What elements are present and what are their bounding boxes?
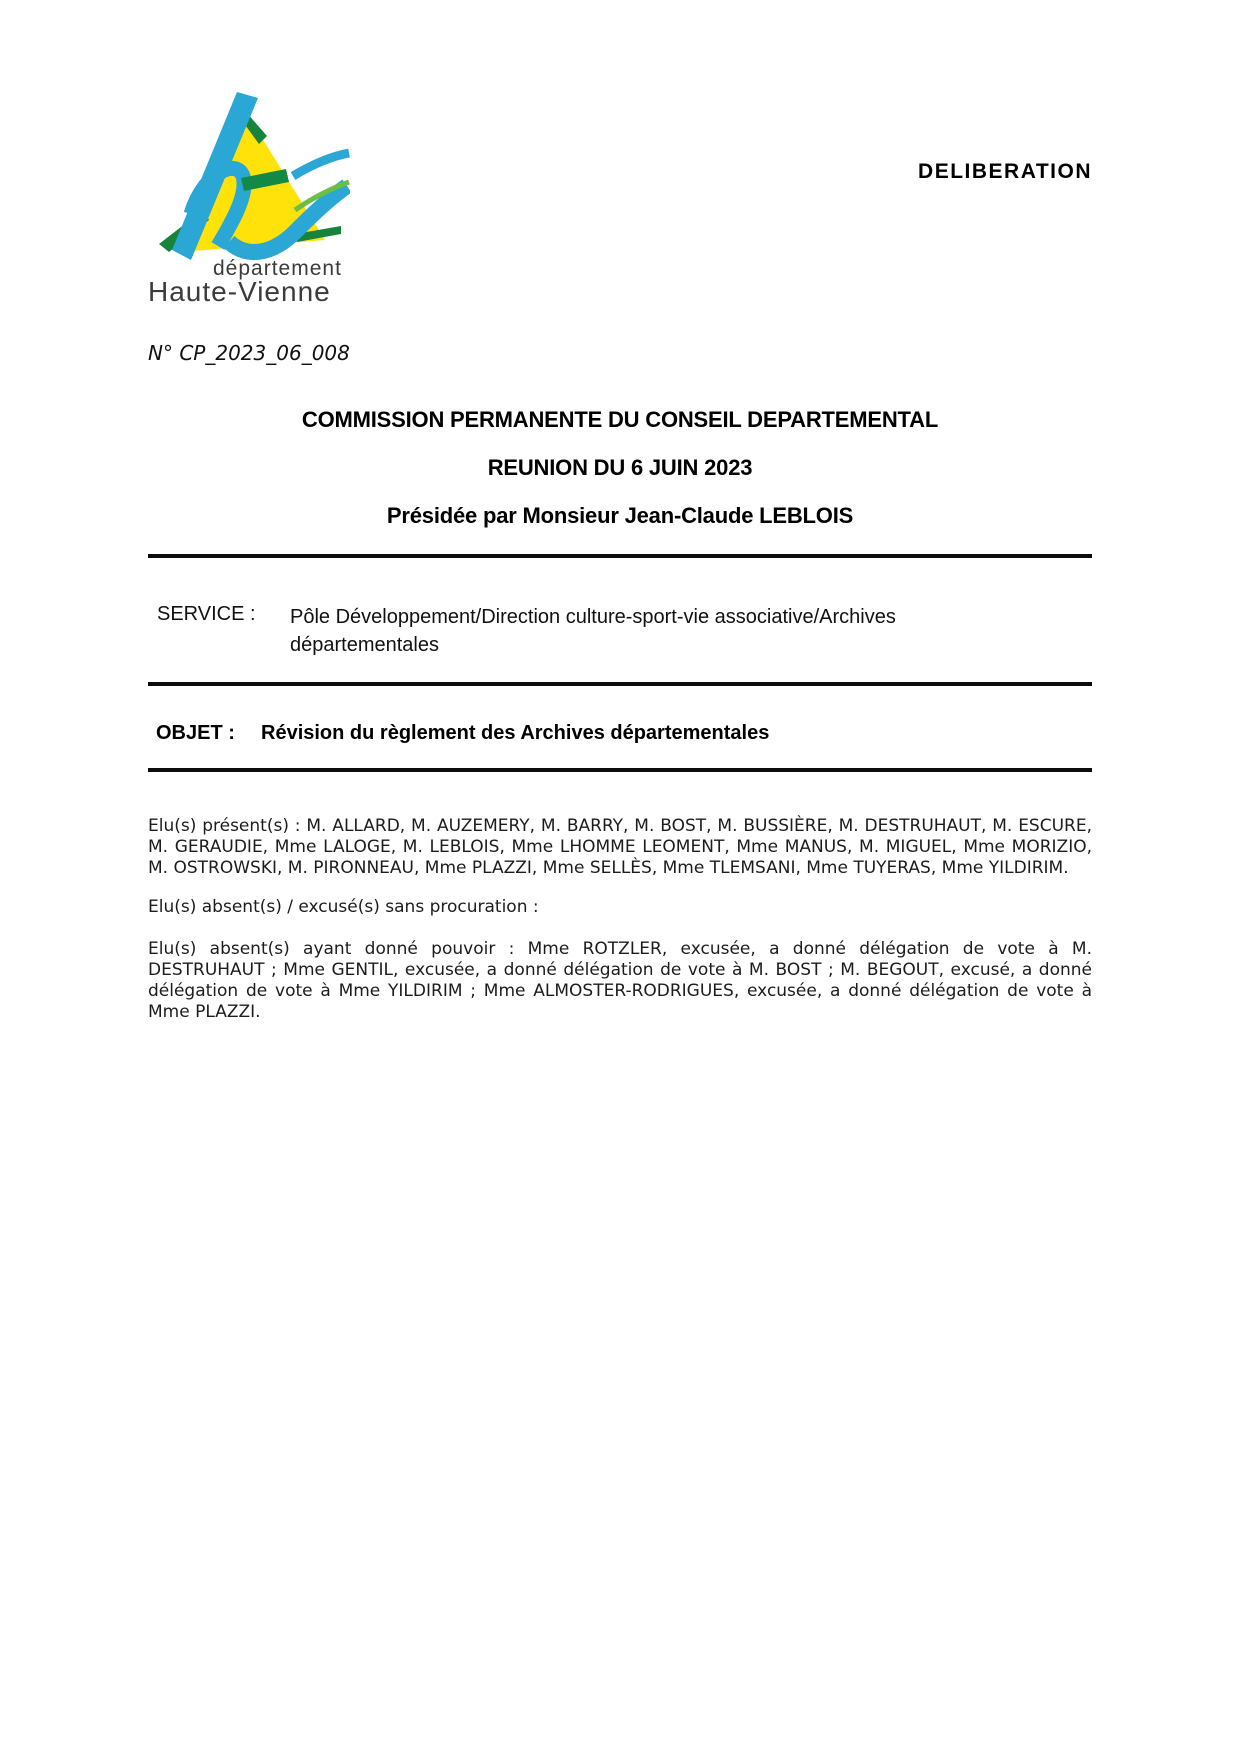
objet-row [156, 722, 1096, 745]
divider-top [148, 554, 1092, 558]
divider-service [148, 682, 1092, 686]
objet-value: Révision du règlement des Archives départementales [261, 722, 770, 744]
paragraph-elus-absents-avec-pouvoir: Elu(s) absent(s) ayant donné pouvoir : Mme ROTZLER, excusée, a donné délégation de vote à M. DESTRUHAUT ; Mme GENTIL, excusée, a donné délégation de vote à M. BOST ; M. BEGOUT, excusé, a donné délégation de vote à Mme YILDIRIM ; Mme ALMOSTER-RODRIGUES, excusée, a donné délégation de vote à Mme PLAZZI. [148, 939, 1092, 1022]
title-commission: COMMISSION PERMANENTE DU CONSEIL DEPARTEMENTAL [301, 407, 939, 432]
document-type-label: DELIBERATION [918, 160, 1092, 183]
service-row [157, 603, 1097, 659]
paragraph-elus-presents: Elu(s) présent(s) : M. ALLARD, M. AUZEMERY, M. BARRY, M. BOST, M. BUSSIÈRE, M. DESTRUHAUT, M. ESCURE, M. GERAUDIE, Mme LALOGE, M. LEBLOIS, Mme LHOMME LEOMENT, Mme MANUS, M. MIGUEL, Mme MORIZIO, M. OSTROWSKI, M. PIRONNEAU, Mme PLAZZI, Mme SELLÈS, Mme TLEMSANI, Mme TUYERAS, Mme YILDIRIM. [148, 816, 1092, 878]
objet-label: OBJET : [156, 722, 235, 744]
title-president: Présidée par Monsieur Jean-Claude LEBLOIS [386, 503, 854, 528]
paragraph-elus-absents-sans-procuration: Elu(s) absent(s) / excusé(s) sans procuration : [148, 897, 539, 917]
logo-department-name: Haute-Vienne [148, 276, 331, 307]
service-label: SERVICE : [157, 603, 256, 625]
divider-objet [148, 768, 1092, 772]
document-number: N° CP_2023_06_008 [148, 341, 350, 365]
title-reunion-date: REUNION DU 6 JUIN 2023 [487, 455, 753, 480]
haute-vienne-logo-icon [145, 92, 350, 262]
logo-department-label: département [213, 257, 342, 280]
service-value: Pôle Développement/Direction culture-sport-vie associative/Archives départementales [290, 606, 896, 656]
